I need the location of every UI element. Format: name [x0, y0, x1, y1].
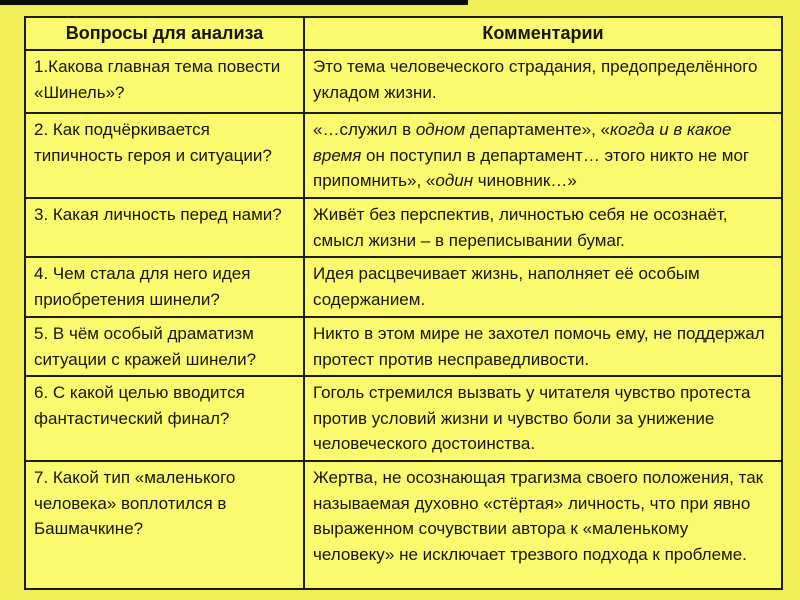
question-cell: 6. С какой целью вводится фантастический финал? [25, 376, 304, 461]
comment-text: Жертва, не осознающая трагизма своего положения, так называемая духовно «стёртая» личность, что при явно выраженном сочувствии автора к «маленькому человеку» не исключает трезвого подхода к проблеме. [313, 468, 764, 564]
analysis-table [24, 16, 783, 590]
table-row [25, 113, 782, 198]
header-questions: Вопросы для анализа [25, 17, 304, 50]
table-row [25, 317, 782, 376]
comment-text: Идея расцвечивает жизнь, наполняет её особым содержанием. [313, 264, 700, 309]
comment-quote-italic: один [435, 171, 474, 190]
comment-cell [304, 461, 782, 589]
header-row [25, 17, 782, 50]
comment-cell [304, 198, 782, 257]
question-cell: 1.Какова главная тема повести «Шинель»? [25, 50, 304, 113]
comment-text: чиновник…» [473, 171, 577, 190]
question-cell: 7. Какой тип «маленького человека» воплотился в Башмачкине? [25, 461, 304, 589]
question-cell: 2. Как подчёркивается типичность героя и ситуации? [25, 113, 304, 198]
table-row [25, 198, 782, 257]
comment-text: департаменте», « [465, 120, 610, 139]
comment-quote-italic: одном [415, 120, 466, 139]
comment-cell [304, 257, 782, 317]
comment-text: Это тема человеческого страдания, предопределённого укладом жизни. [313, 57, 758, 102]
question-cell: 4. Чем стала для него идея приобретения шинели? [25, 257, 304, 317]
comment-quote-italic: когда и в какое время [313, 120, 732, 165]
comment-cell [304, 113, 782, 198]
comment-text: Никто в этом мире не захотел помочь ему, не поддержал протест против несправедливости. [313, 324, 765, 369]
table-row [25, 376, 782, 461]
comment-cell [304, 376, 782, 461]
comment-text: Гоголь стремился вызвать у читателя чувство протеста против условий жизни и чувство боли за унижение человеческого достоинства. [313, 383, 751, 453]
top-edge-artifact [0, 0, 468, 5]
comment-cell [304, 317, 782, 376]
table-row [25, 50, 782, 113]
header-comments: Комментарии [304, 17, 782, 50]
question-cell: 3. Какая личность перед нами? [25, 198, 304, 257]
table-row [25, 257, 782, 317]
comment-text: он поступил в департамент… этого никто не мог припомнить», « [313, 145, 750, 190]
table-body [25, 50, 782, 589]
table-row [25, 461, 782, 589]
comment-cell [304, 50, 782, 113]
question-cell: 5. В чём особый драматизм ситуации с кражей шинели? [25, 317, 304, 376]
comment-text: Живёт без перспектив, личностью себя не осознаёт, смысл жизни – в переписывании бумаг. [313, 205, 728, 250]
comment-text: «…служил в [313, 120, 416, 139]
